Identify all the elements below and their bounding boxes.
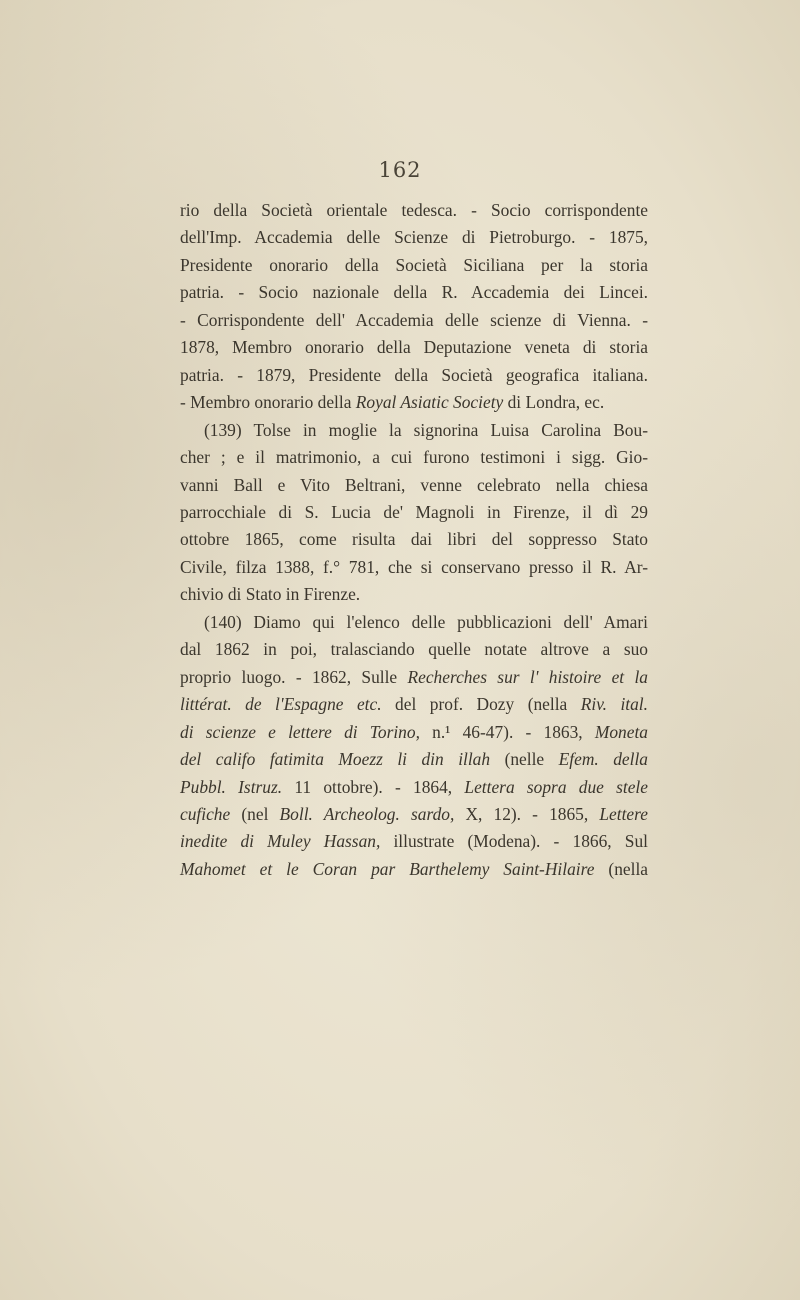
text-line — [180, 526, 648, 553]
text-segment: (nelle — [490, 749, 559, 770]
text-line — [180, 664, 648, 691]
text-line — [180, 691, 648, 718]
text-line — [180, 362, 648, 389]
text-segment: dal 1862 in poi, tralasciando quelle notate altrove a suo — [180, 639, 648, 660]
text-segment: (nella — [594, 858, 648, 879]
text-line — [180, 774, 648, 801]
italic-text: Riv. ital. — [580, 694, 648, 715]
text-line — [180, 279, 648, 306]
text-segment: ottobre 1865, come risulta dai libri del soppresso Stato — [180, 529, 648, 550]
text-segment: patria. - Socio nazionale della R. Accademia dei Lincei. — [180, 282, 648, 303]
text-segment: cher ; e il matrimonio, a cui furono testimoni i sigg. Gio- — [180, 447, 648, 468]
text-segment: - Corrispondente dell' Accademia delle scienze di Vienna. - — [180, 309, 648, 330]
text-line — [180, 389, 648, 416]
text-line — [180, 444, 648, 471]
italic-text: Moneta — [594, 721, 648, 742]
italic-text: Royal Asiatic Society — [355, 392, 504, 413]
text-line — [180, 856, 648, 883]
text-line — [180, 746, 648, 773]
text-segment: 11 ottobre). - 1864, — [282, 776, 465, 797]
italic-text: di scienze e lettere di Torino, — [180, 721, 420, 742]
text-segment: di Londra, ec. — [503, 392, 605, 413]
text-segment: rio della Società orientale tedesca. - Socio corrispondente — [180, 200, 648, 220]
text-segment: X, 12). - 1865, — [454, 803, 600, 824]
text-line — [180, 499, 648, 526]
text-segment: del prof. Dozy (nella — [381, 694, 581, 715]
text-segment: (139) Tolse in moglie la signorina Luisa Carolina Bou- — [204, 419, 648, 440]
body-text — [180, 197, 648, 883]
italic-text: littérat. de l'Espagne etc. — [180, 694, 382, 715]
text-segment: (140) Diamo qui l'elenco delle pubblicazioni dell' Amari — [204, 611, 648, 632]
text-segment: parrocchiale di S. Lucia de' Magnoli in Firenze, il dì 29 — [180, 501, 648, 522]
text-segment: dell'Imp. Accademia delle Scienze di Pietroburgo. - 1875, — [180, 227, 648, 248]
italic-text: Boll. Archeolog. sardo, — [279, 803, 455, 824]
text-line — [180, 609, 648, 636]
text-segment: n.¹ 46-47). - 1863, — [419, 721, 595, 742]
italic-text: Pubbl. Istruz. — [180, 776, 283, 797]
text-segment: illustrate (Modena). - 1866, Sul — [380, 831, 648, 852]
text-line — [180, 307, 648, 334]
italic-text: Efem. della — [558, 749, 648, 770]
italic-text: Lettere — [599, 803, 648, 824]
text-segment: (nel — [230, 803, 280, 824]
text-line — [180, 801, 648, 828]
text-line — [180, 417, 648, 444]
italic-text: inedite di Muley Hassan, — [180, 831, 381, 852]
text-line — [180, 252, 648, 279]
text-segment: - Membro onorario della — [180, 392, 356, 413]
text-segment: vanni Ball e Vito Beltrani, venne celebrato nella chiesa — [180, 474, 648, 495]
italic-text: cufiche — [180, 803, 231, 824]
text-segment: Presidente onorario della Società Siciliana per la storia — [180, 254, 648, 275]
text-line — [180, 334, 648, 361]
text-line — [180, 719, 648, 746]
text-line — [180, 636, 648, 663]
italic-text: Lettera sopra due stele — [464, 776, 648, 797]
text-segment: 1878, Membro onorario della Deputazione veneta di storia — [180, 337, 648, 358]
text-line — [180, 224, 648, 251]
text-line — [180, 828, 648, 855]
text-line — [180, 581, 648, 608]
page-number: 162 — [378, 158, 422, 182]
italic-text: del califo fatimita Moezz li din illah — [180, 749, 491, 770]
text-segment: chivio di Stato in Firenze. — [180, 584, 361, 605]
text-line — [180, 197, 648, 224]
italic-text: Mahomet et le Coran par Barthelemy Saint-Hilaire — [180, 858, 595, 879]
text-segment: patria. - 1879, Presidente della Società geografica italiana. — [180, 364, 648, 385]
text-line — [180, 554, 648, 581]
text-segment: proprio luogo. - 1862, Sulle — [180, 666, 408, 687]
text-segment: Civile, filza 1388, f.° 781, che si conservano presso il R. Ar- — [180, 556, 648, 577]
italic-text: Recherches sur l' histoire et la — [407, 666, 648, 687]
text-line — [180, 472, 648, 499]
